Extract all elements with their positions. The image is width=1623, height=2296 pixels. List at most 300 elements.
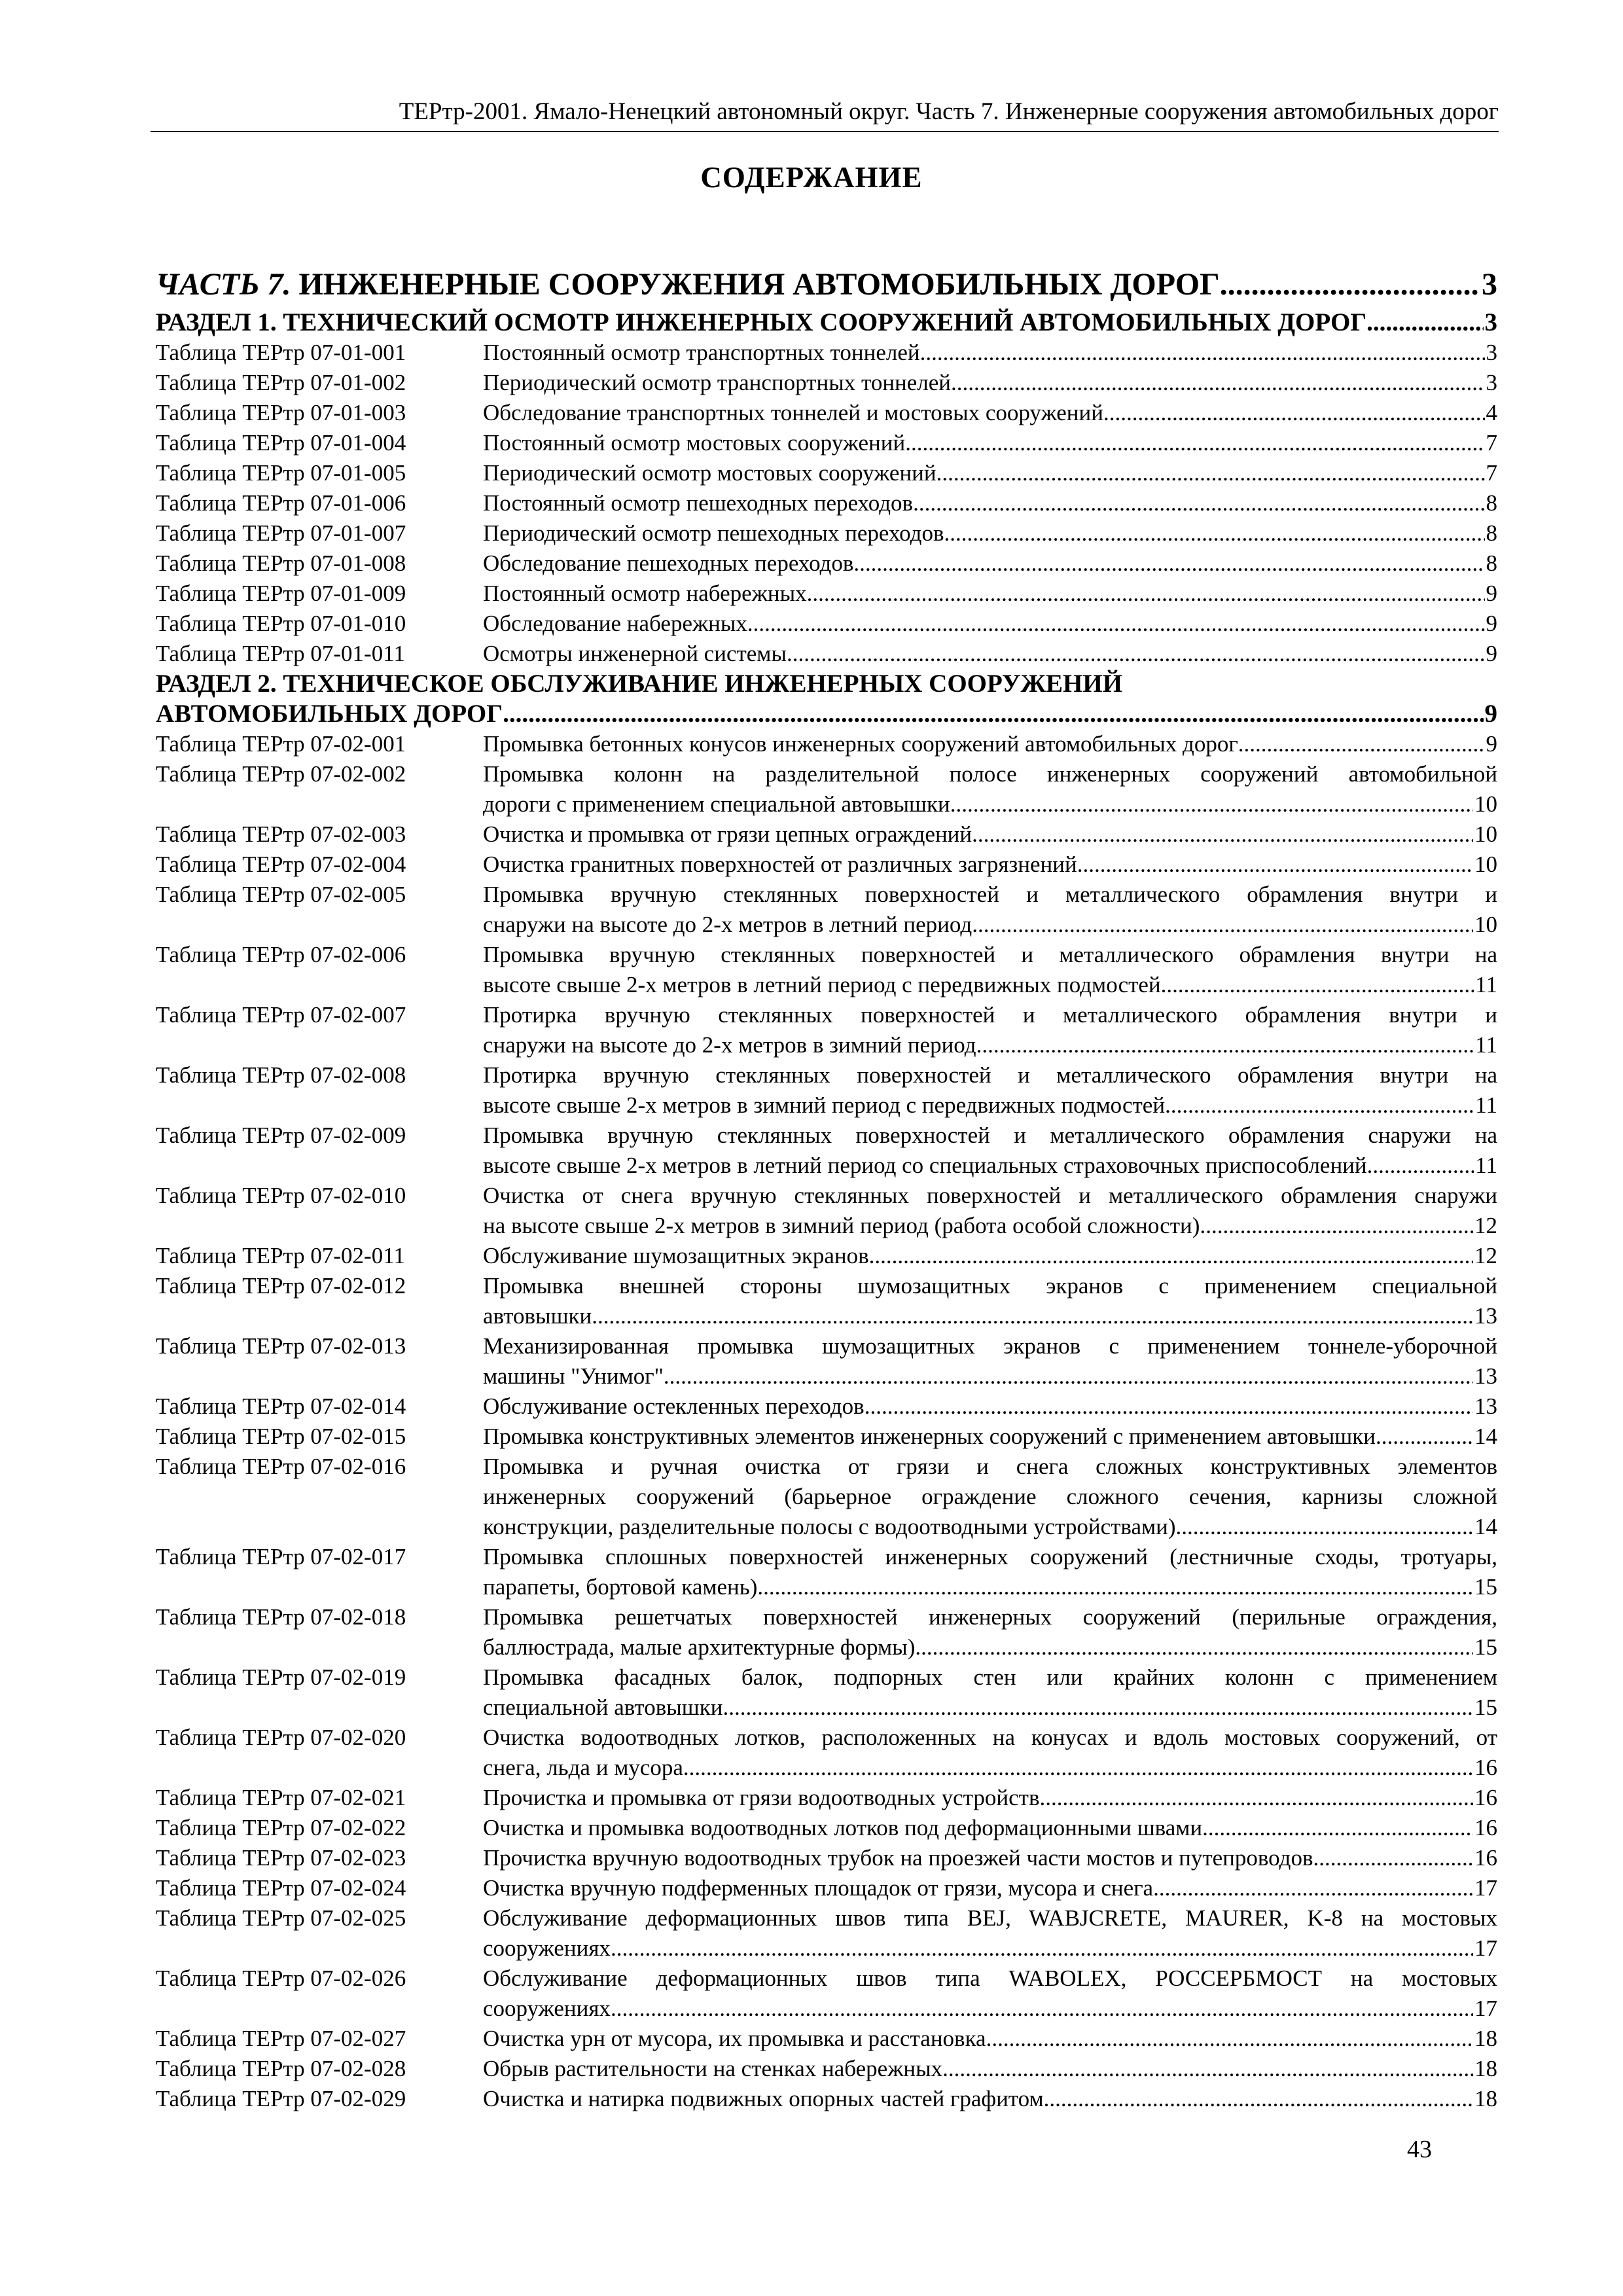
table-code: Таблица ТЕРтр 07-02-018 xyxy=(156,1604,406,1630)
entry-title-text: Периодический осмотр пешеходных переходов xyxy=(483,520,944,546)
dot-leader xyxy=(950,789,1473,819)
table-code: Таблица ТЕРтр 07-02-015 xyxy=(156,1424,406,1449)
entry-page: 16 xyxy=(1474,1755,1497,1780)
toc-entry[interactable] xyxy=(156,1602,1497,1662)
toc-entry[interactable] xyxy=(156,1181,1497,1241)
entry-title-text: дороги с применением специальной автовышки xyxy=(483,791,950,817)
dot-leader xyxy=(976,1030,1474,1060)
entry-title xyxy=(483,488,1497,518)
table-code: Таблица ТЕРтр 07-02-011 xyxy=(156,1243,405,1268)
table-code: Таблица ТЕРтр 07-02-001 xyxy=(156,731,406,757)
entry-title-last-line xyxy=(483,1632,1497,1662)
entry-title xyxy=(483,1813,1497,1843)
entry-title-last-line xyxy=(483,1994,1497,2024)
entry-title-last-line xyxy=(483,1873,1497,1903)
toc-entry[interactable] xyxy=(156,940,1497,1000)
entry-title xyxy=(483,1542,1497,1602)
section-2-title-line1: РАЗДЕЛ 2. ТЕХНИЧЕСКОЕ ОБСЛУЖИВАНИЕ ИНЖЕНЕРНЫХ СООРУЖЕНИЙ xyxy=(156,670,1123,698)
entry-page: 16 xyxy=(1474,1785,1497,1810)
entry-title-last-line xyxy=(483,1241,1497,1271)
dot-leader xyxy=(1367,1151,1474,1181)
entry-title xyxy=(483,609,1497,639)
entry-title-text: Промывка бетонных конусов инженерных сооружений автомобильных дорог xyxy=(483,731,1238,757)
toc-entry[interactable] xyxy=(156,1843,1497,1873)
table-code: Таблица ТЕРтр 07-01-006 xyxy=(156,490,406,516)
toc-entry[interactable] xyxy=(156,579,1497,609)
entry-title xyxy=(483,368,1497,398)
table-code: Таблица ТЕРтр 07-02-008 xyxy=(156,1062,406,1088)
dot-leader xyxy=(1200,1211,1473,1241)
table-code: Таблица ТЕРтр 07-01-003 xyxy=(156,400,406,425)
entry-page: 9 xyxy=(1486,581,1497,606)
dot-leader xyxy=(905,428,1484,458)
entry-page: 10 xyxy=(1474,912,1497,937)
table-code: Таблица ТЕРтр 07-02-027 xyxy=(156,2026,406,2051)
entry-title-text: Очистка вручную подферменных площадок от грязи, мусора и снега xyxy=(483,1875,1154,1901)
entry-title-text: Обслуживание остекленных переходов xyxy=(483,1393,865,1419)
entry-page: 3 xyxy=(1486,370,1497,395)
entry-page: 11 xyxy=(1475,1153,1497,1178)
entry-title xyxy=(483,518,1497,548)
entry-page: 18 xyxy=(1474,2056,1497,2081)
toc-entry[interactable] xyxy=(156,338,1497,368)
entry-title-text: Обрыв растительности на стенках набережных xyxy=(483,2056,943,2081)
entry-title-text: Осмотры инженерной системы xyxy=(483,641,787,666)
entry-page: 13 xyxy=(1474,1363,1497,1389)
entry-title-line: Промывка вручную стеклянных поверхностей и металлического обрамления внутри на xyxy=(483,942,1497,967)
dot-leader xyxy=(1165,1090,1474,1121)
entry-title xyxy=(483,729,1497,759)
entry-title-last-line xyxy=(483,518,1497,548)
toc-entry[interactable] xyxy=(156,1241,1497,1271)
entry-title-text: Прочистка и промывка от грязи водоотводных устройств xyxy=(483,1785,1040,1810)
entry-title xyxy=(483,398,1497,428)
dot-leader xyxy=(1313,1843,1473,1873)
dot-leader xyxy=(1161,970,1474,1000)
toc-entry[interactable] xyxy=(156,759,1497,819)
entry-title-line: Очистка от снега вручную стеклянных поверхностей и металлического обрамления снаружи xyxy=(483,1183,1497,1208)
entry-title xyxy=(483,579,1497,609)
entry-page: 17 xyxy=(1474,1935,1497,1961)
entry-title-text: сооружениях xyxy=(483,1996,611,2021)
entry-page: 10 xyxy=(1474,852,1497,877)
entry-title-last-line xyxy=(483,609,1497,639)
entry-title-line: Механизированная промывка шумозащитных экранов с применением тоннеле-уборочной xyxy=(483,1333,1497,1359)
table-code: Таблица ТЕРтр 07-01-008 xyxy=(156,550,406,576)
table-code: Таблица ТЕРтр 07-02-002 xyxy=(156,761,406,787)
entry-title-line: Протирка вручную стеклянных поверхностей и металлического обрамления внутри и xyxy=(483,1002,1497,1028)
page-number: 43 xyxy=(1407,2136,1432,2163)
entry-page: 18 xyxy=(1474,2026,1497,2051)
toc-entry[interactable] xyxy=(156,2054,1497,2084)
entry-title xyxy=(483,880,1497,940)
entry-title-last-line xyxy=(483,579,1497,609)
entry-title xyxy=(483,1843,1497,1873)
dot-leader xyxy=(503,699,1483,729)
entry-title xyxy=(483,1964,1497,2024)
dot-leader xyxy=(807,579,1485,609)
entry-title-last-line xyxy=(483,428,1497,458)
entry-title xyxy=(483,2024,1497,2054)
dot-leader xyxy=(915,1632,1473,1662)
toc-entry[interactable] xyxy=(156,1873,1497,1903)
dot-leader xyxy=(1044,2084,1473,2114)
entry-title xyxy=(483,1241,1497,1271)
entry-title-last-line xyxy=(483,850,1497,880)
table-code: Таблица ТЕРтр 07-02-013 xyxy=(156,1333,406,1359)
entry-page: 18 xyxy=(1474,2086,1497,2111)
dot-leader xyxy=(664,1361,1473,1391)
toc-entry[interactable] xyxy=(156,1452,1497,1542)
toc-entry[interactable] xyxy=(156,2024,1497,2054)
table-code: Таблица ТЕРтр 07-02-004 xyxy=(156,852,406,877)
entry-title-last-line xyxy=(483,1211,1497,1241)
dot-leader xyxy=(869,1241,1473,1271)
entry-page: 11 xyxy=(1475,972,1497,997)
dot-leader xyxy=(1202,1813,1473,1843)
section-1-page: 3 xyxy=(1484,308,1497,336)
page-title: СОДЕРЖАНИЕ xyxy=(700,161,923,194)
dot-leader xyxy=(1153,1873,1473,1903)
table-of-contents xyxy=(156,262,1497,2114)
entry-page: 11 xyxy=(1475,1092,1497,1118)
toc-entry[interactable] xyxy=(156,1903,1497,1964)
entry-title-last-line xyxy=(483,398,1497,428)
toc-entry[interactable] xyxy=(156,1662,1497,1723)
toc-entry[interactable] xyxy=(156,1542,1497,1602)
entry-title-text: высоте свыше 2-х метров в зимний период с передвижных подмостей xyxy=(483,1092,1166,1118)
dot-leader xyxy=(1376,1422,1473,1452)
entry-page: 9 xyxy=(1486,731,1497,757)
entry-title xyxy=(483,458,1497,488)
section-1-items xyxy=(156,338,1497,669)
entry-title-line: Промывка вручную стеклянных поверхностей и металлического обрамления снаружи на xyxy=(483,1122,1497,1148)
entry-title xyxy=(483,1723,1497,1783)
entry-title-text: высоте свыше 2-х метров в летний период с передвижных подмостей xyxy=(483,972,1161,997)
entry-title-text: Обследование набережных xyxy=(483,611,747,636)
toc-entry[interactable] xyxy=(156,548,1497,579)
dot-leader xyxy=(913,488,1484,518)
entry-page: 15 xyxy=(1474,1695,1497,1720)
entry-page: 12 xyxy=(1474,1213,1497,1238)
entry-page: 4 xyxy=(1486,400,1497,425)
table-code: Таблица ТЕРтр 07-02-020 xyxy=(156,1725,406,1750)
entry-page: 16 xyxy=(1474,1845,1497,1871)
entry-title-text: Обследование транспортных тоннелей и мостовых сооружений xyxy=(483,400,1103,425)
toc-entry[interactable] xyxy=(156,609,1497,639)
entry-title-last-line xyxy=(483,1572,1497,1602)
entry-title-line: Обслуживание деформационных швов типа WABOLEX, РОССЕРБМОСТ на мостовых xyxy=(483,1965,1497,1991)
toc-entry[interactable] xyxy=(156,1331,1497,1391)
entry-title xyxy=(483,1181,1497,1241)
part-prefix: ЧАСТЬ 7. xyxy=(156,267,291,302)
entry-title-text: сооружениях xyxy=(483,1935,611,1961)
entry-title-last-line xyxy=(483,1693,1497,1723)
table-code: Таблица ТЕРтр 07-01-010 xyxy=(156,611,406,636)
entry-page: 8 xyxy=(1486,520,1497,546)
entry-page: 14 xyxy=(1474,1514,1497,1539)
entry-page: 10 xyxy=(1474,791,1497,817)
entry-title-text: Очистка и промывка от грязи цепных ограждений xyxy=(483,821,972,847)
entry-title xyxy=(483,1422,1497,1452)
entry-page: 9 xyxy=(1486,641,1497,666)
table-code: Таблица ТЕРтр 07-01-001 xyxy=(156,340,406,365)
dot-leader xyxy=(1238,729,1485,759)
entry-title-text: Постоянный осмотр мостовых сооружений xyxy=(483,430,906,456)
table-code: Таблица ТЕРтр 07-02-014 xyxy=(156,1393,406,1419)
entry-title-text: снаружи на высоте до 2-х метров в летний период xyxy=(483,912,972,937)
entry-title-last-line xyxy=(483,970,1497,1000)
entry-title-last-line xyxy=(483,1843,1497,1873)
toc-entry[interactable] xyxy=(156,1723,1497,1783)
table-code: Таблица ТЕРтр 07-02-019 xyxy=(156,1664,406,1690)
dot-leader xyxy=(787,639,1485,669)
dot-leader xyxy=(1176,1512,1473,1542)
entry-title-text: Постоянный осмотр набережных xyxy=(483,581,807,606)
entry-title-line: Промывка решетчатых поверхностей инженерных сооружений (перильные ограждения, xyxy=(483,1604,1497,1630)
entry-title xyxy=(483,1602,1497,1662)
table-code: Таблица ТЕРтр 07-02-026 xyxy=(156,1965,406,1991)
entry-page: 8 xyxy=(1486,490,1497,516)
entry-title xyxy=(483,1331,1497,1391)
entry-title-text: снега, льда и мусора xyxy=(483,1755,683,1780)
dot-leader xyxy=(944,518,1484,548)
entry-title-last-line xyxy=(483,548,1497,579)
section-2-items xyxy=(156,729,1497,2114)
dot-leader xyxy=(986,2024,1473,2054)
entry-title-text: Обследование пешеходных переходов xyxy=(483,550,854,576)
table-code: Таблица ТЕРтр 07-02-016 xyxy=(156,1454,406,1479)
entry-page: 3 xyxy=(1486,340,1497,365)
entry-title-last-line xyxy=(483,1813,1497,1843)
entry-title-text: баллюстрада, малые архитектурные формы) xyxy=(483,1634,916,1660)
entry-title-last-line xyxy=(483,1151,1497,1181)
dot-leader xyxy=(683,1753,1473,1783)
table-code: Таблица ТЕРтр 07-02-010 xyxy=(156,1183,406,1208)
toc-entry[interactable] xyxy=(156,880,1497,940)
entry-title-text: Постоянный осмотр транспортных тоннелей xyxy=(483,340,920,365)
toc-entry[interactable] xyxy=(156,1271,1497,1331)
entry-page: 7 xyxy=(1486,430,1497,456)
entry-title-line: Промывка фасадных балок, подпорных стен или крайних колонн с применением xyxy=(483,1664,1497,1690)
entry-title xyxy=(483,428,1497,458)
table-code: Таблица ТЕРтр 07-02-003 xyxy=(156,821,406,847)
toc-entry[interactable] xyxy=(156,488,1497,518)
entry-title-text: Промывка конструктивных элементов инженерных сооружений с применением автовышки xyxy=(483,1424,1376,1449)
table-code: Таблица ТЕРтр 07-02-028 xyxy=(156,2056,406,2081)
entry-title-last-line xyxy=(483,1301,1497,1331)
entry-title xyxy=(483,1271,1497,1331)
section-2-page: 9 xyxy=(1484,700,1497,728)
toc-entry[interactable] xyxy=(156,458,1497,488)
section-1-title: РАЗДЕЛ 1. ТЕХНИЧЕСКИЙ ОСМОТР ИНЖЕНЕРНЫХ СООРУЖЕНИЙ АВТОМОБИЛЬНЫХ ДОРОГ xyxy=(156,308,1367,336)
entry-title-text: парапеты, бортовой камень) xyxy=(483,1574,758,1600)
entry-title xyxy=(483,759,1497,819)
toc-entry[interactable] xyxy=(156,398,1497,428)
table-code: Таблица ТЕРтр 07-02-012 xyxy=(156,1273,406,1299)
entry-title-line: инженерных сооружений (барьерное ограждение сложного сечения, карнизы сложной xyxy=(483,1484,1497,1509)
dot-leader xyxy=(747,609,1485,639)
dot-leader xyxy=(611,1994,1473,2024)
entry-title xyxy=(483,639,1497,669)
entry-title-line: Очистка водоотводных лотков, расположенных на конусах и вдоль мостовых сооружений, от xyxy=(483,1725,1497,1750)
toc-entry[interactable] xyxy=(156,1783,1497,1813)
entry-page: 12 xyxy=(1474,1243,1497,1268)
entry-title xyxy=(483,1783,1497,1813)
toc-entry[interactable] xyxy=(156,1391,1497,1422)
toc-entry[interactable] xyxy=(156,1121,1497,1181)
table-code: Таблица ТЕРтр 07-02-009 xyxy=(156,1122,406,1148)
entry-title-last-line xyxy=(483,1391,1497,1422)
table-code: Таблица ТЕРтр 07-01-004 xyxy=(156,430,406,456)
table-code: Таблица ТЕРтр 07-02-023 xyxy=(156,1845,406,1871)
entry-page: 17 xyxy=(1474,1996,1497,2021)
entry-title-last-line xyxy=(483,488,1497,518)
entry-title xyxy=(483,2054,1497,2084)
entry-title xyxy=(483,1000,1497,1060)
entry-page: 8 xyxy=(1486,550,1497,576)
entry-title-text: снаружи на высоте до 2-х метров в зимний период xyxy=(483,1032,976,1058)
toc-entry[interactable] xyxy=(156,1060,1497,1121)
toc-entry[interactable] xyxy=(156,850,1497,880)
entry-title-last-line xyxy=(483,1422,1497,1452)
entry-title-text: Очистка гранитных поверхностей от различных загрязнений xyxy=(483,852,1077,877)
table-code: Таблица ТЕРтр 07-02-017 xyxy=(156,1544,406,1570)
toc-section-1[interactable] xyxy=(156,308,1497,338)
entry-title-text: Очистка и промывка водоотводных лотков под деформационными швами xyxy=(483,1815,1203,1840)
entry-title-last-line xyxy=(483,819,1497,850)
table-code: Таблица ТЕРтр 07-01-007 xyxy=(156,520,406,546)
toc-entry[interactable] xyxy=(156,1000,1497,1060)
toc-entry[interactable] xyxy=(156,518,1497,548)
entry-page: 15 xyxy=(1474,1634,1497,1660)
entry-title xyxy=(483,548,1497,579)
dot-leader xyxy=(611,1933,1473,1964)
entry-page: 17 xyxy=(1474,1875,1497,1901)
running-header: ТЕРтр-2001. Ямало-Ненецкий автономный округ. Часть 7. Инженерные сооружения автомобильных дорог xyxy=(151,93,1499,132)
entry-page: 9 xyxy=(1486,611,1497,636)
toc-entry[interactable] xyxy=(156,819,1497,850)
entry-title-text: на высоте свыше 2-х метров в зимний период (работа особой сложности) xyxy=(483,1213,1200,1238)
entry-page: 7 xyxy=(1486,460,1497,486)
section-2-title-line2: АВТОМОБИЛЬНЫХ ДОРОГ xyxy=(156,700,503,728)
entry-title-text: конструкции, разделительные полосы с водоотводными устройствами) xyxy=(483,1514,1176,1539)
entry-title-line: Промывка и ручная очистка от грязи и снега сложных конструктивных элементов xyxy=(483,1454,1497,1479)
entry-title-last-line xyxy=(483,2054,1497,2084)
dot-leader xyxy=(1366,308,1483,338)
table-code: Таблица ТЕРтр 07-02-005 xyxy=(156,882,406,907)
toc-entry[interactable] xyxy=(156,1813,1497,1843)
entry-title-last-line xyxy=(483,2024,1497,2054)
entry-title-text: Очистка и натирка подвижных опорных частей графитом xyxy=(483,2086,1044,2111)
dot-leader xyxy=(592,1301,1473,1331)
dot-leader xyxy=(942,2054,1473,2084)
toc-part-entry[interactable] xyxy=(156,262,1497,308)
toc-section-2-line1[interactable] xyxy=(156,669,1497,699)
entry-title-text: автовышки xyxy=(483,1303,592,1329)
entry-title-last-line xyxy=(483,789,1497,819)
entry-title-last-line xyxy=(483,338,1497,368)
dot-leader xyxy=(936,458,1485,488)
entry-title-text: Прочистка вручную водоотводных трубок на проезжей части мостов и путепроводов xyxy=(483,1845,1313,1871)
entry-title xyxy=(483,1452,1497,1542)
toc-entry[interactable] xyxy=(156,1964,1497,2024)
entry-title-last-line xyxy=(483,729,1497,759)
entry-page: 13 xyxy=(1474,1393,1497,1419)
toc-entry[interactable] xyxy=(156,428,1497,458)
table-code: Таблица ТЕРтр 07-02-006 xyxy=(156,942,406,967)
entry-title-text: Периодический осмотр транспортных тоннелей xyxy=(483,370,952,395)
entry-title-text: Очистка урн от мусора, их промывка и расстановка xyxy=(483,2026,986,2051)
toc-entry[interactable] xyxy=(156,368,1497,398)
table-code: Таблица ТЕРтр 07-02-025 xyxy=(156,1905,406,1931)
entry-title-line: Промывка внешней стороны шумозащитных экранов с применением специальной xyxy=(483,1273,1497,1299)
entry-title-text: специальной автовышки xyxy=(483,1695,723,1720)
table-code: Таблица ТЕРтр 07-02-024 xyxy=(156,1875,406,1901)
toc-section-2-line2[interactable] xyxy=(156,699,1497,729)
entry-title-last-line xyxy=(483,1090,1497,1121)
entry-title-line: Промывка вручную стеклянных поверхностей и металлического обрамления внутри и xyxy=(483,882,1497,907)
entry-title xyxy=(483,819,1497,850)
entry-title-text: Периодический осмотр мостовых сооружений xyxy=(483,460,936,486)
entry-title-text: Постоянный осмотр пешеходных переходов xyxy=(483,490,914,516)
entry-page: 16 xyxy=(1474,1815,1497,1840)
table-code: Таблица ТЕРтр 07-01-005 xyxy=(156,460,406,486)
table-code: Таблица ТЕРтр 07-02-029 xyxy=(156,2086,406,2111)
dot-leader xyxy=(853,548,1484,579)
entry-title-last-line xyxy=(483,1361,1497,1391)
dot-leader xyxy=(951,368,1484,398)
dot-leader xyxy=(865,1391,1473,1422)
entry-title-line: Промывка колонн на разделительной полосе инженерных сооружений автомобильной xyxy=(483,761,1497,787)
entry-title xyxy=(483,1121,1497,1181)
entry-title-line: Протирка вручную стеклянных поверхностей и металлического обрамления внутри на xyxy=(483,1062,1497,1088)
toc-entry[interactable] xyxy=(156,2084,1497,2114)
dot-leader xyxy=(1103,398,1485,428)
dot-leader xyxy=(972,819,1473,850)
table-code: Таблица ТЕРтр 07-02-021 xyxy=(156,1785,406,1810)
entry-page: 11 xyxy=(1475,1032,1497,1058)
entry-title xyxy=(483,1060,1497,1121)
dot-leader xyxy=(1077,850,1473,880)
entry-title-last-line xyxy=(483,1030,1497,1060)
entry-title-last-line xyxy=(483,2084,1497,2114)
entry-page: 14 xyxy=(1474,1424,1497,1449)
entry-title-last-line xyxy=(483,1783,1497,1813)
entry-title xyxy=(483,1662,1497,1723)
table-code: Таблица ТЕРтр 07-01-002 xyxy=(156,370,406,395)
toc-entry[interactable] xyxy=(156,729,1497,759)
entry-title-last-line xyxy=(483,910,1497,940)
toc-entry[interactable] xyxy=(156,1422,1497,1452)
dot-leader xyxy=(920,338,1485,368)
part-page: 3 xyxy=(1482,267,1497,302)
dot-leader xyxy=(723,1693,1474,1723)
toc-entry[interactable] xyxy=(156,639,1497,669)
entry-title-text: Обслуживание шумозащитных экранов xyxy=(483,1243,869,1268)
dot-leader xyxy=(757,1572,1473,1602)
table-code: Таблица ТЕРтр 07-02-007 xyxy=(156,1002,406,1028)
table-code: Таблица ТЕРтр 07-01-011 xyxy=(156,641,405,666)
entry-page: 10 xyxy=(1474,821,1497,847)
entry-title-last-line xyxy=(483,1753,1497,1783)
entry-title-text: высоте свыше 2-х метров в летний период со специальных страховочных приспособлений xyxy=(483,1153,1367,1178)
entry-title-text: машины "Унимог" xyxy=(483,1363,664,1389)
dot-leader xyxy=(1220,262,1480,308)
entry-title xyxy=(483,940,1497,1000)
part-title: ИНЖЕНЕРНЫЕ СООРУЖЕНИЯ АВТОМОБИЛЬНЫХ ДОРОГ xyxy=(298,267,1220,302)
entry-title xyxy=(483,1903,1497,1964)
